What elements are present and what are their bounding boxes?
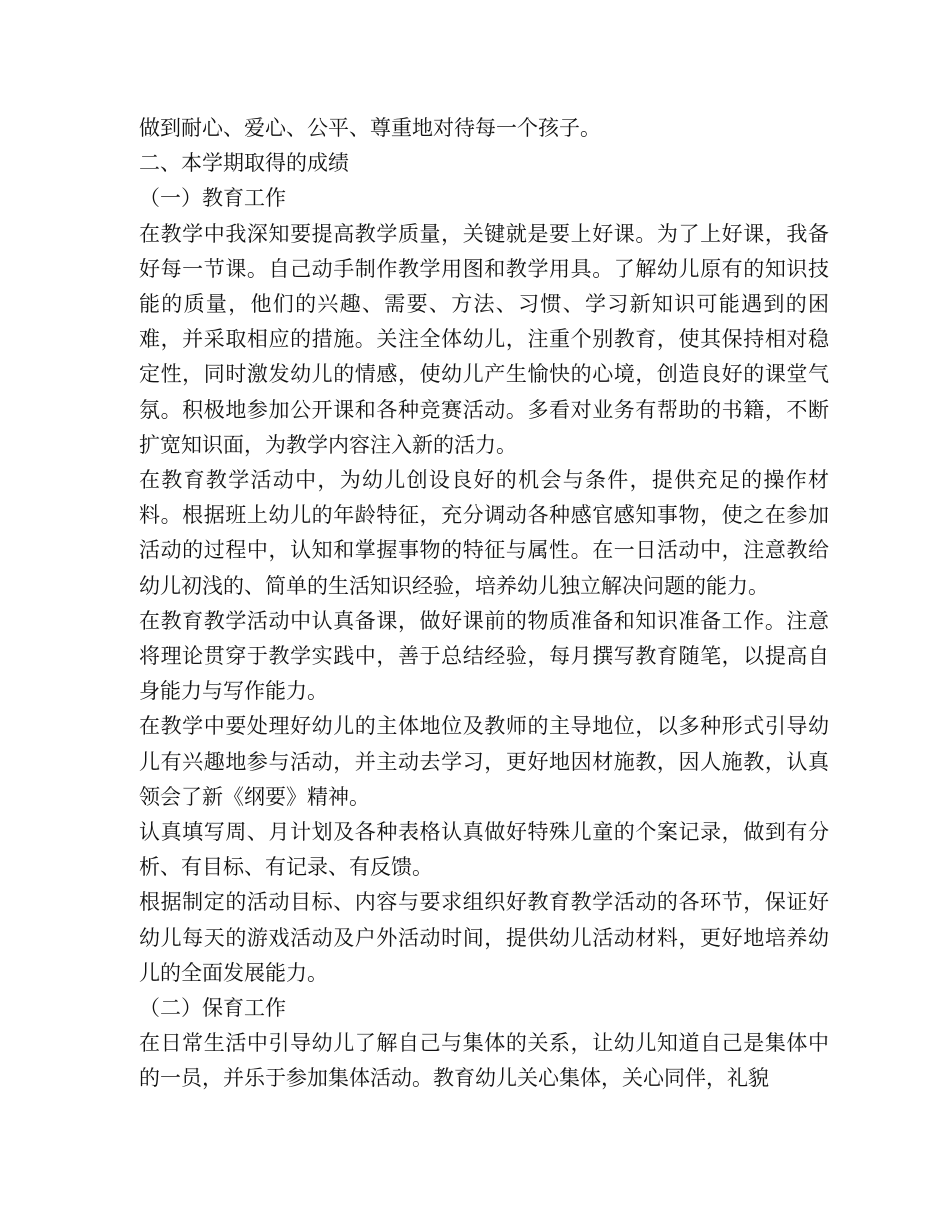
subsection-heading-care: （二）保育工作 [139, 996, 286, 1021]
paragraph-lesson-preparation: 在教育教学活动中认真备课，做好课前的物质准备和知识准备工作。注意将理论贯穿于教学实践中，善于总结经验，每月撰写教育随笔，以提高自身能力与写作能力。 [139, 608, 829, 704]
paragraph-continuation: 做到耐心、爱心、公平、尊重地对待每一个孩子。 [139, 116, 601, 140]
subsection-heading-education: （一）教育工作 [139, 186, 286, 211]
paragraph-teaching-quality: 在教学中我深知要提高教学质量，关键就是要上好课。为了上好课，我备好每一节课。自己动手制作教学用图和教学用具。了解幼儿原有的知识技能的质量，他们的兴趣、需要、方法、习惯、学习新知识可能遇到的困难，并采取相应的措施。关注全体幼儿，注重个别教育，使其保持相对稳定性，同时激发幼儿的情感，使幼儿产生愉快的心境，创造良好的课堂气氛。积极地参加公开课和各种竞赛活动。多看对业务有帮助的书籍，不断扩宽知识面，为教学内容注入新的活力。 [139, 221, 829, 457]
paragraph-child-centered: 在教学中要处理好幼儿的主体地位及教师的主导地位，以多种形式引导幼儿有兴趣地参与活动，并主动去学习，更好地因材施教，因人施教，认真领会了新《纲要》精神。 [139, 714, 829, 809]
paragraph-activities-materials: 在教育教学活动中，为幼儿创设良好的机会与条件，提供充足的操作材料。根据班上幼儿的年龄特征，充分调动各种感官感知事物，使之在参加活动的过程中，认知和掌握事物的特征与属性。在一日活动中，注意教给幼儿初浅的、简单的生活知识经验，培养幼儿独立解决问题的能力。 [139, 468, 829, 598]
paragraph-daily-life: 在日常生活中引导幼儿了解自己与集体的关系，让幼儿知道自己是集体中的一员，并乐于参加集体活动。教育幼儿关心集体，关心同伴，礼貌 [139, 1031, 829, 1091]
paragraph-planning-records: 认真填写周、月计划及各种表格认真做好特殊儿童的个案记录，做到有分析、有目标、有记录、有反馈。 [139, 820, 829, 880]
section-heading-achievements: 二、本学期取得的成绩 [139, 151, 349, 176]
document-body [139, 111, 829, 1097]
paragraph-activity-organization: 根据制定的活动目标、内容与要求组织好教育教学活动的各环节，保证好幼儿每天的游戏活动及户外活动时间，提供幼儿活动材料，更好地培养幼儿的全面发展能力。 [139, 890, 829, 985]
